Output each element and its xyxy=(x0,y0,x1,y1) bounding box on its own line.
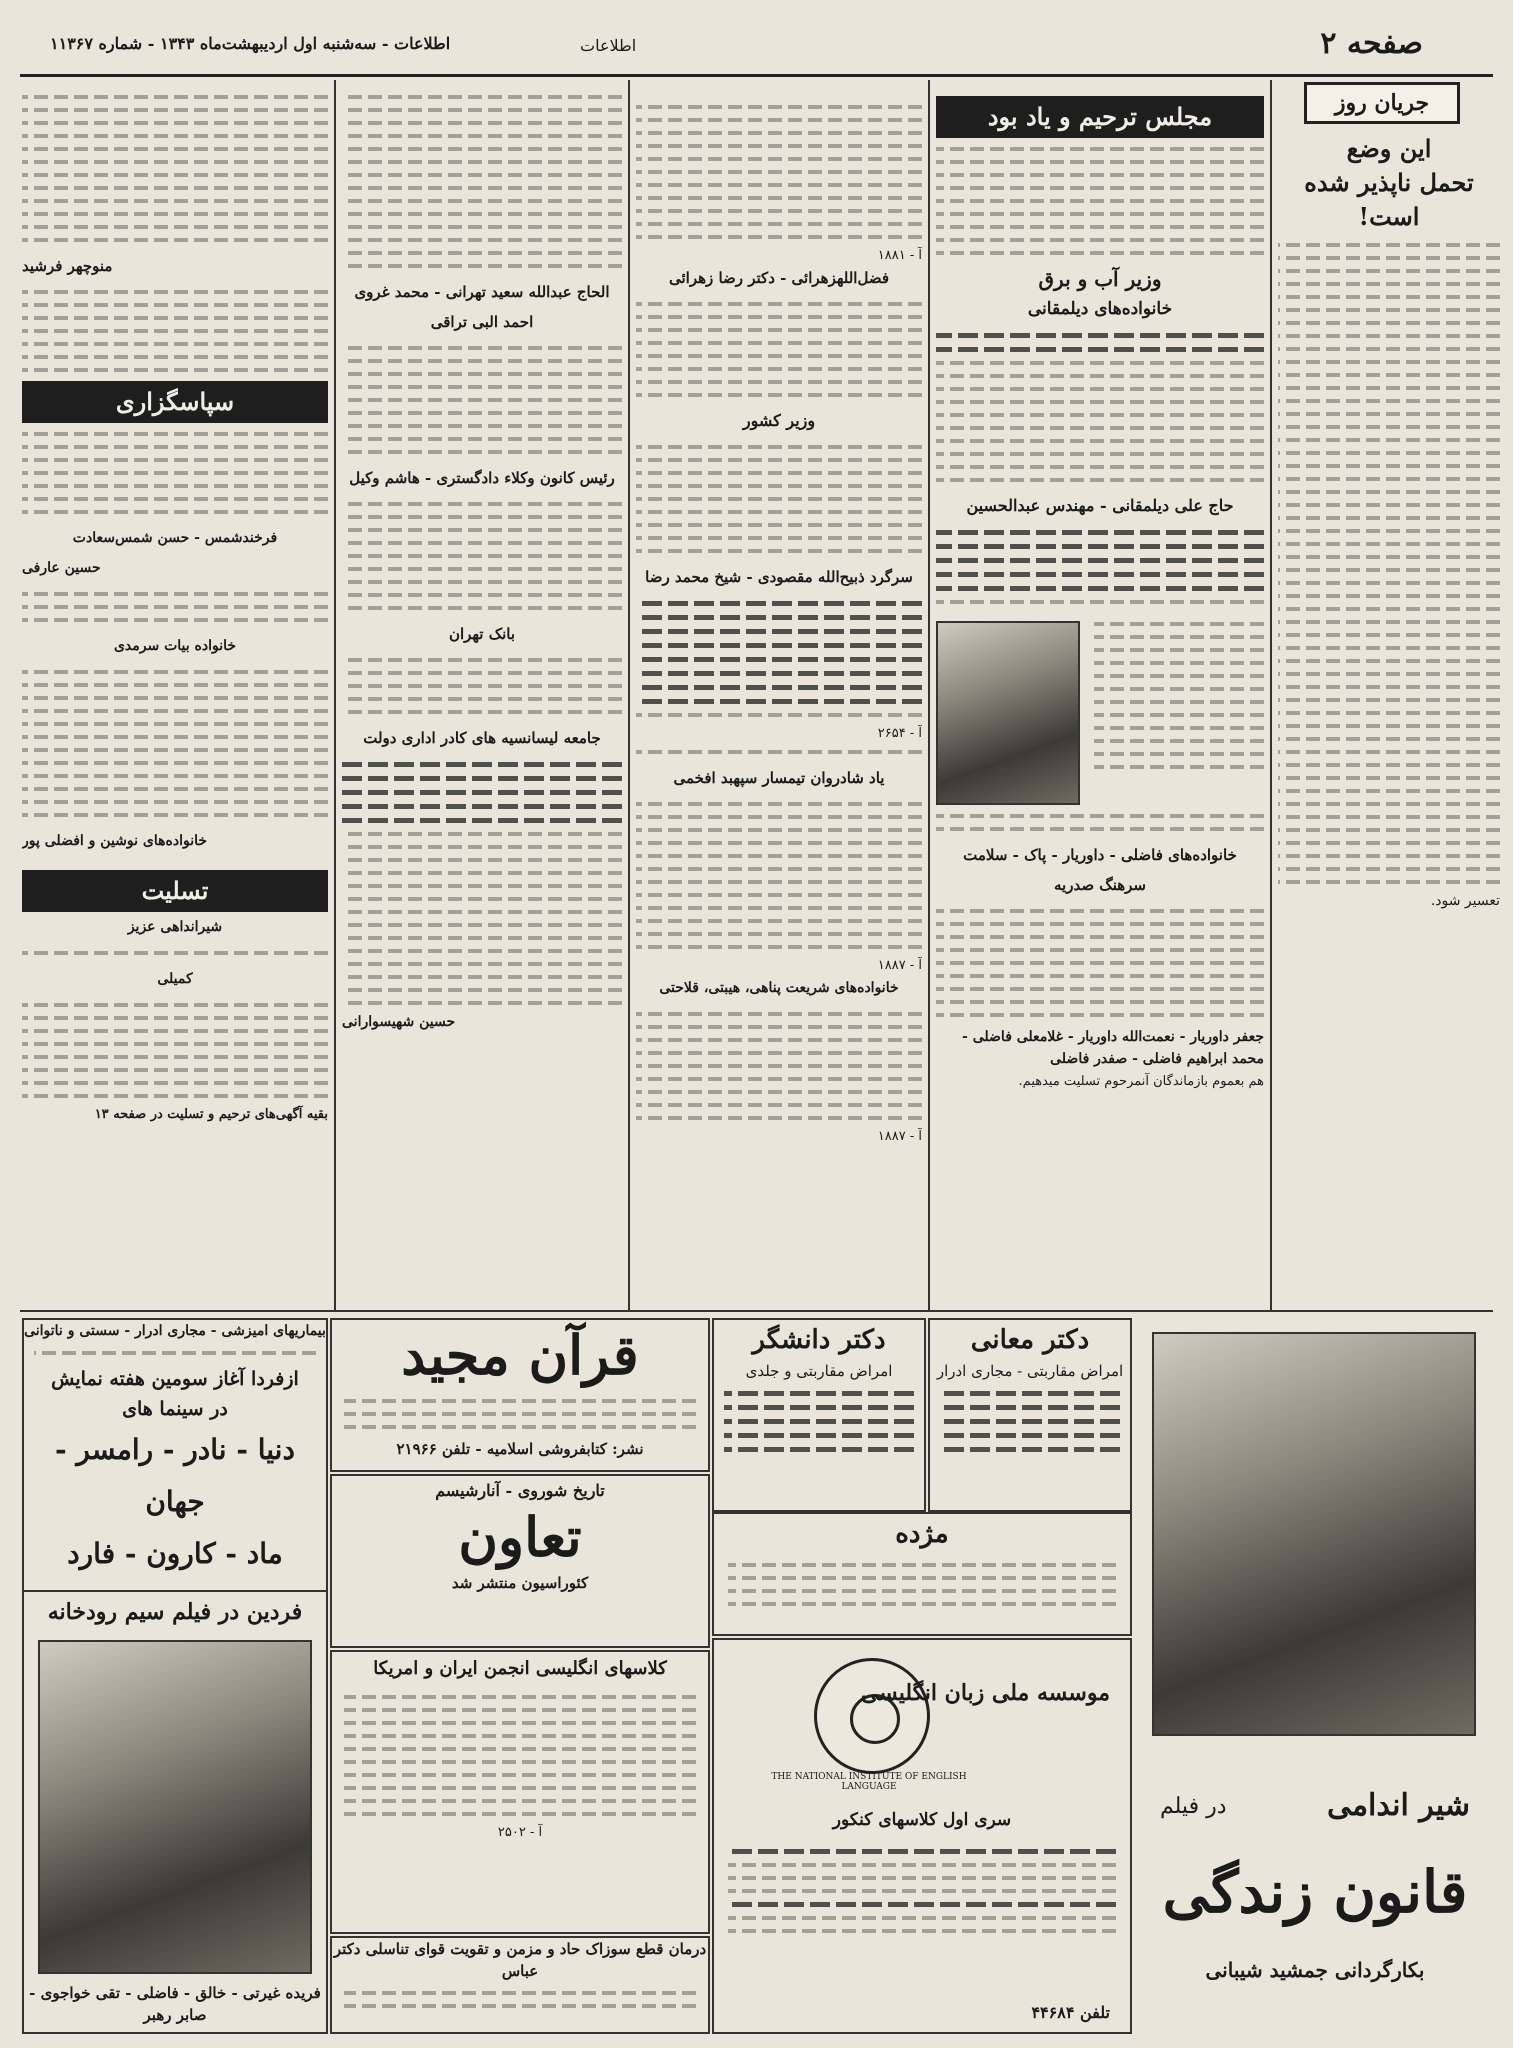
editorial-column xyxy=(1278,82,1500,1307)
notice-heading: وزیر آب و برق xyxy=(1038,267,1162,291)
film-poster xyxy=(38,1640,312,1974)
notice-heading: حسین عارفی xyxy=(22,560,101,576)
film-in: در فیلم xyxy=(1160,1794,1227,1819)
notice-heading: خانواده‌های دیلمقانی xyxy=(1027,299,1173,319)
english-classes-title: کلاسهای انگلیسی انجمن ایران و امریکا xyxy=(373,1658,667,1679)
doctor-specialty: امراض مقاربتی و جلدی xyxy=(745,1362,893,1380)
cinema-film-title: فردین در فیلم سیم رودخانه xyxy=(24,1590,326,1632)
actor-photo xyxy=(1152,1332,1476,1736)
clinic-ad-text: درمان قطع سوزاک حاد و مزمن و تقویت قوای تناسلی دکتر عباس xyxy=(333,1940,707,1980)
doctor-ad-2 xyxy=(712,1318,926,1512)
memorial-column-4 xyxy=(22,86,328,1306)
clinic-ad xyxy=(330,1936,710,2034)
notice-heading: رئیس کانون وکلاء دادگستری - هاشم وکیل xyxy=(349,469,615,487)
notice-heading: شیرانداهی عزیز xyxy=(127,919,223,935)
cinema-list-2: ماد - کارون - فارد xyxy=(67,1537,283,1570)
notice-code: آ - ۱۸۸۷ xyxy=(877,958,922,973)
editorial-tail: تعسیر شود. xyxy=(1430,893,1500,909)
institute-ad xyxy=(712,1638,1132,2034)
notice-heading: خانواده‌های نوشین و افضلی پور xyxy=(22,833,208,849)
notice-heading: کمیلی xyxy=(157,971,193,987)
quran-ad xyxy=(330,1318,710,1472)
column-divider xyxy=(1270,80,1272,1310)
dateline: اطلاعات - سه‌شنبه اول اردیبهشت‌ماه ۱۳۴۳ - شماره ۱۱۳۶۷ xyxy=(50,34,451,53)
notice-heading: بانک تهران xyxy=(448,625,516,643)
editorial-headline: این وضع xyxy=(1346,134,1432,163)
column-divider xyxy=(334,80,336,1310)
quran-title: قرآن مجید xyxy=(401,1323,639,1387)
notice-signatories: جعفر داوریار - نعمت‌الله داوریار - غلامعلی فاضلی - محمد ابراهیم فاضلی - صفدر فاضلی xyxy=(962,1029,1264,1067)
notice-heading: منوچهر فرشید xyxy=(22,257,113,275)
notice-heading: سرگرد ذبیح‌الله مقصودی - شیخ محمد رضا xyxy=(645,568,913,586)
book-ad xyxy=(712,1512,1132,1636)
institute-seal xyxy=(814,1658,930,1774)
notice-heading: سرهنگ صدریه xyxy=(1054,876,1146,894)
notice-heading: حاج علی دیلمقانی - مهندس عبدالحسین xyxy=(966,496,1234,515)
notice-code: آ - ۱۸۸۱ xyxy=(877,248,922,263)
notice-heading: احمد البی تراقی xyxy=(430,313,534,331)
film-title: قانون زندگی xyxy=(1162,1858,1468,1926)
taavon-sub: کئوراسیون منتشر شد xyxy=(451,1574,589,1592)
cinema-top-line: بیماریهای امیزشی - مجاری ادرار - سستی و ناتوانی xyxy=(24,1323,326,1339)
institute-phone: تلفن ۴۴۶۸۴ xyxy=(1031,2003,1110,2022)
condolence-banner: تسلیت xyxy=(22,870,328,912)
cinema-list-1: دنیا - نادر - رامسر - جهان xyxy=(55,1433,295,1518)
column-title-box: جریان روز xyxy=(1304,82,1460,124)
continued-note: بقیه آگهی‌های ترحیم و تسلیت در صفحه ۱۳ xyxy=(94,1107,328,1122)
cinema-ad xyxy=(22,1318,328,2034)
memorial-column-1 xyxy=(936,96,1264,1306)
notice-heading: وزیر کشور xyxy=(742,411,816,430)
page-number: صفحه ۲ xyxy=(1320,26,1423,61)
doctor-name: دکتر معانی xyxy=(970,1325,1090,1355)
ads-divider xyxy=(20,1310,1493,1312)
column-divider xyxy=(628,80,630,1310)
page-header xyxy=(20,22,1493,77)
film-star: شیر اندامی xyxy=(1326,1788,1470,1823)
institute-seal-text: THE NATIONAL INSTITUTE OF ENGLISH LANGUAGE xyxy=(771,1772,967,1792)
institute-name: موسسه ملی زبان انگلیسی xyxy=(860,1680,1110,1706)
notice-heading: خانواده‌های فاضلی - داوریار - پاک - سلامت xyxy=(963,846,1237,864)
cinema-line2: در سینما های xyxy=(122,1398,228,1420)
doctor-specialty: امراض مقاربتی - مجاری ادرار xyxy=(936,1362,1124,1380)
taavon-title: تعاون xyxy=(458,1505,582,1569)
quran-publisher: نشر: کتابفروشی اسلامیه - تلفن ۲۱۹۶۶ xyxy=(396,1440,644,1458)
notice-heading: فضل‌اللهزهرائی - دکتر رضا زهرائی xyxy=(668,269,890,287)
thanks-banner: سپاسگزاری xyxy=(22,381,328,423)
notice-heading: خانواده‌های شریعت پناهی، هیبتی، قلاحتی xyxy=(659,980,899,996)
book-ad-title: مژده xyxy=(895,1519,949,1549)
paper-name: اطلاعات xyxy=(580,36,637,55)
doctor-ad-1 xyxy=(928,1318,1132,1512)
film-ad xyxy=(1140,1318,1490,2030)
taavon-ad xyxy=(330,1474,710,1648)
notice-heading: خانواده بیات سرمدی xyxy=(113,638,237,654)
memorial-column-3 xyxy=(342,86,622,1306)
notice-code: آ - ۱۸۸۷ xyxy=(877,1129,922,1144)
english-classes-code: آ - ۲۵۰۲ xyxy=(497,1825,543,1840)
notice-heading: الحاج عبدالله سعید تهرانی - محمد غروی xyxy=(354,283,610,301)
notice-signature: حسین شهیسوارانی xyxy=(342,1014,456,1030)
english-classes-ad xyxy=(330,1650,710,1934)
memorial-column-2 xyxy=(636,96,922,1306)
memorial-banner: مجلس ترحیم و یاد بود xyxy=(936,96,1264,138)
notice-code: آ - ۲۶۵۴ xyxy=(877,726,922,741)
film-director: بکارگردانی جمشید شیبانی xyxy=(1205,1958,1425,1982)
notice-heading: فرخندشمس - حسن شمس‌سعادت xyxy=(72,530,278,546)
portrait-photo xyxy=(936,621,1080,805)
editorial-subheadline: تحمل ناپذیر شده است! xyxy=(1304,168,1474,231)
cinema-line1: ازفردا آغاز سومین هفته نمایش xyxy=(51,1368,299,1390)
notice-heading: جامعه لیسانسیه های کادر اداری دولت xyxy=(363,729,601,747)
editorial-body xyxy=(1278,243,1500,884)
notice-heading: یاد شادروان تیمسار سپهبد افخمی xyxy=(673,769,885,787)
doctor-name: دکتر دانشگر xyxy=(752,1325,886,1355)
institute-heading: سری اول کلاسهای کنکور xyxy=(832,1810,1012,1830)
column-divider xyxy=(928,80,930,1310)
notice-footer: هم بعموم بازماندگان آنمرحوم تسلیت میدهیم. xyxy=(1018,1074,1264,1089)
taavon-top: تاریخ شوروی - آنارشیسم xyxy=(435,1481,605,1500)
film-cast: فریده غیرتی - خالق - فاضلی - تقی خواجوی - صابر رهبر xyxy=(29,1984,321,2024)
